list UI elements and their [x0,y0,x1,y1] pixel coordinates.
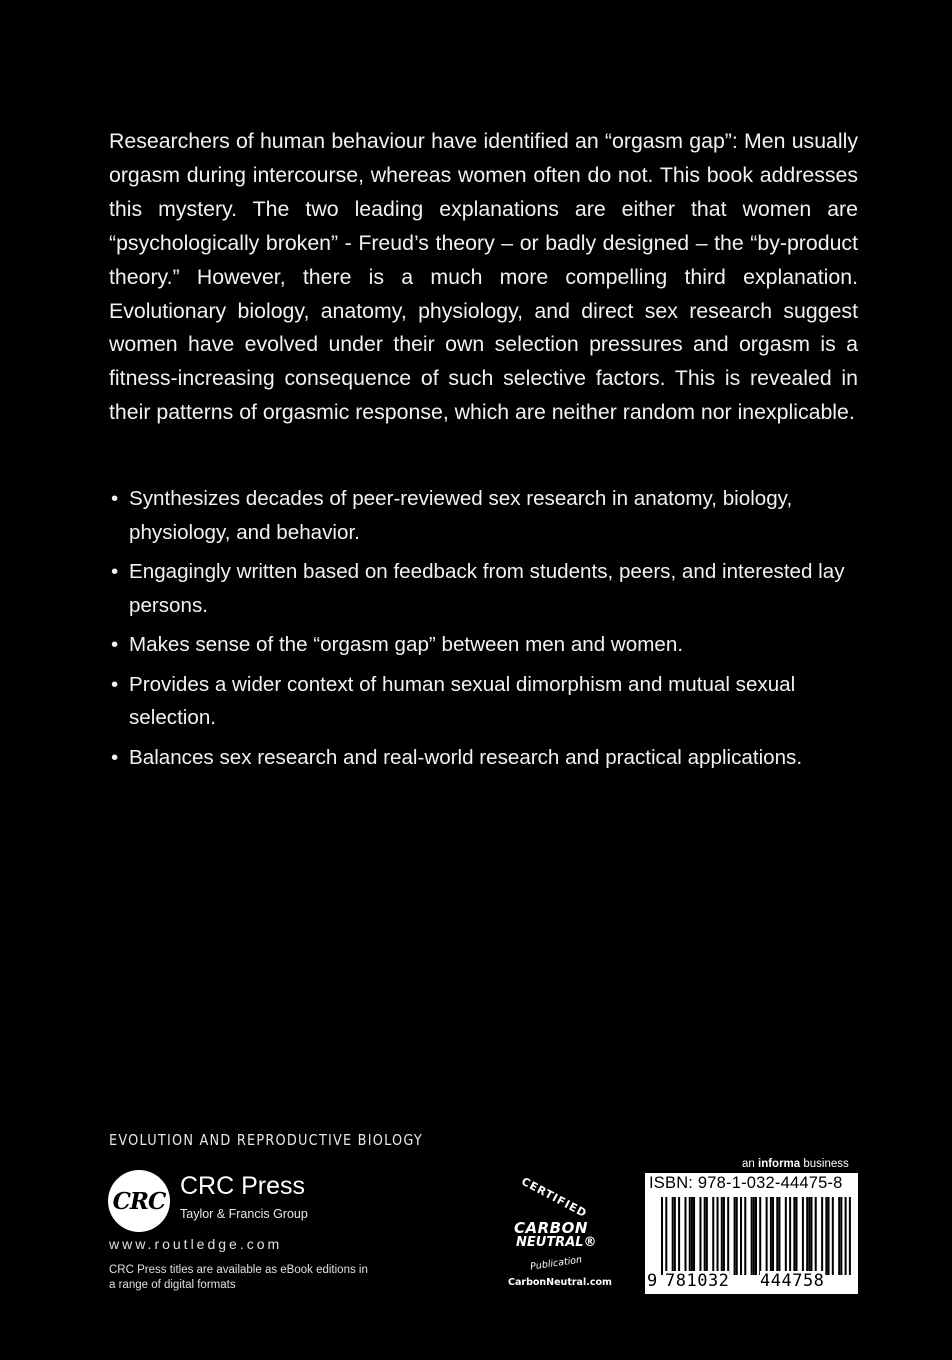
carbon-site: CarbonNeutral.com [508,1277,612,1288]
barcode-bars-icon [661,1197,851,1275]
list-item: • Engagingly written based on feedback from students, peers, and interested lay persons. [109,555,869,622]
barcode-bar [712,1197,714,1275]
carbon-line1: CARBON [514,1219,588,1237]
barcode-bar [770,1197,772,1275]
informa-tagline [742,1158,849,1170]
barcode-bar [838,1197,840,1275]
carbon-neutral-badge-icon [500,1174,612,1293]
feature-list [109,482,869,780]
barcode-bar [753,1197,755,1275]
isbn-label: ISBN: 978-1-032-44475-8 [649,1174,843,1192]
barcode-bar [721,1197,723,1275]
back-cover-blurb: Researchers of human behaviour have identified an “orgasm gap”: Men usually orgasm during intercourse, whereas women often do not. This book addresses this mystery. The two leading explanations are either that women are “psychologically broken” - Freud’s theory – or badly designed – the “by-product theory.” However, there is a much more compelling third explanation. Evolutionary biology, anatomy, physiology, and direct sex research suggest women have evolved under their own selection pressures and orgasm is a fitness-increasing consequence of such selective factors. This is revealed in their patterns of orgasmic response, which are neither random nor inexplicable. [109,129,858,425]
barcode-bar [736,1197,738,1275]
series-title: EVOLUTION AND REPRODUCTIVE BIOLOGY [109,1131,424,1149]
barcode-bar [665,1197,667,1275]
barcode-bar [840,1197,842,1275]
barcode-digits [647,1271,856,1293]
barcode-group2: 444758 [760,1271,825,1291]
list-item: • Provides a wider context of human sexual dimorphism and mutual sexual selection. [109,668,869,735]
barcode-bar [802,1197,804,1275]
barcode-bar [691,1197,693,1275]
barcode-bar [755,1197,757,1275]
carbon-certified-text: CERTIFIED [519,1174,590,1221]
barcode-bar [845,1197,847,1275]
barcode-bar [778,1197,780,1275]
barcode-bar [776,1197,778,1275]
barcode-bar [810,1197,812,1275]
barcode-bar [828,1197,830,1275]
barcode-bar [727,1197,729,1275]
barcode-bar [751,1197,753,1275]
barcode-bar [785,1197,787,1275]
barcode-bar [717,1197,719,1275]
carbon-publication: Publication [529,1254,583,1273]
barcode-bar [793,1197,795,1275]
informa-suffix: business [800,1158,849,1170]
informa-prefix: an [742,1158,758,1170]
barcode-bar [789,1197,791,1275]
barcode-bar [795,1197,797,1275]
barcode-bar [689,1197,691,1275]
barcode-bar [759,1197,761,1275]
barcode-bar [678,1197,680,1275]
barcode-bar [821,1197,823,1275]
barcode-bar [744,1197,746,1275]
list-item: • Balances sex research and real-world research and practical applications. [109,741,869,775]
barcode-bar [766,1197,768,1275]
barcode-bar [832,1197,834,1275]
barcode-bar [815,1197,817,1275]
barcode-bar [693,1197,695,1275]
barcode-bar [806,1197,808,1275]
informa-brand: informa [758,1158,801,1170]
barcode-bar [723,1197,725,1275]
barcode-bar [672,1197,674,1275]
ebook-note: CRC Press titles are available as eBook editions in a range of digital formats [109,1264,368,1291]
barcode-bar [706,1197,708,1275]
crc-logo-text: CRC [112,1187,166,1215]
publisher-name: CRC Press [180,1172,306,1200]
barcode-bar [734,1197,736,1275]
barcode-bar [808,1197,810,1275]
list-item: • Makes sense of the “orgasm gap” between men and women. [109,628,869,662]
crc-logo-icon [108,1170,170,1232]
barcode-bar [772,1197,774,1275]
barcode-bar [699,1197,701,1275]
barcode-bar [661,1197,663,1275]
barcode-lead-digit: 9 [647,1271,658,1291]
carbon-line2: NEUTRAL® [516,1235,597,1250]
barcode-bar [849,1197,851,1275]
barcode-bar [825,1197,827,1275]
publisher-group: Taylor & Francis Group [180,1207,308,1221]
barcode-bar [674,1197,676,1275]
isbn-barcode [645,1173,858,1294]
barcode-group1: 781032 [665,1271,730,1291]
barcode-bar [704,1197,706,1275]
barcode-bar [740,1197,742,1275]
publisher-website[interactable]: www.routledge.com [109,1236,283,1252]
list-item: • Synthesizes decades of peer-reviewed sex research in anatomy, biology, physiology, and behavior. [109,482,869,549]
barcode-bar [684,1197,686,1275]
